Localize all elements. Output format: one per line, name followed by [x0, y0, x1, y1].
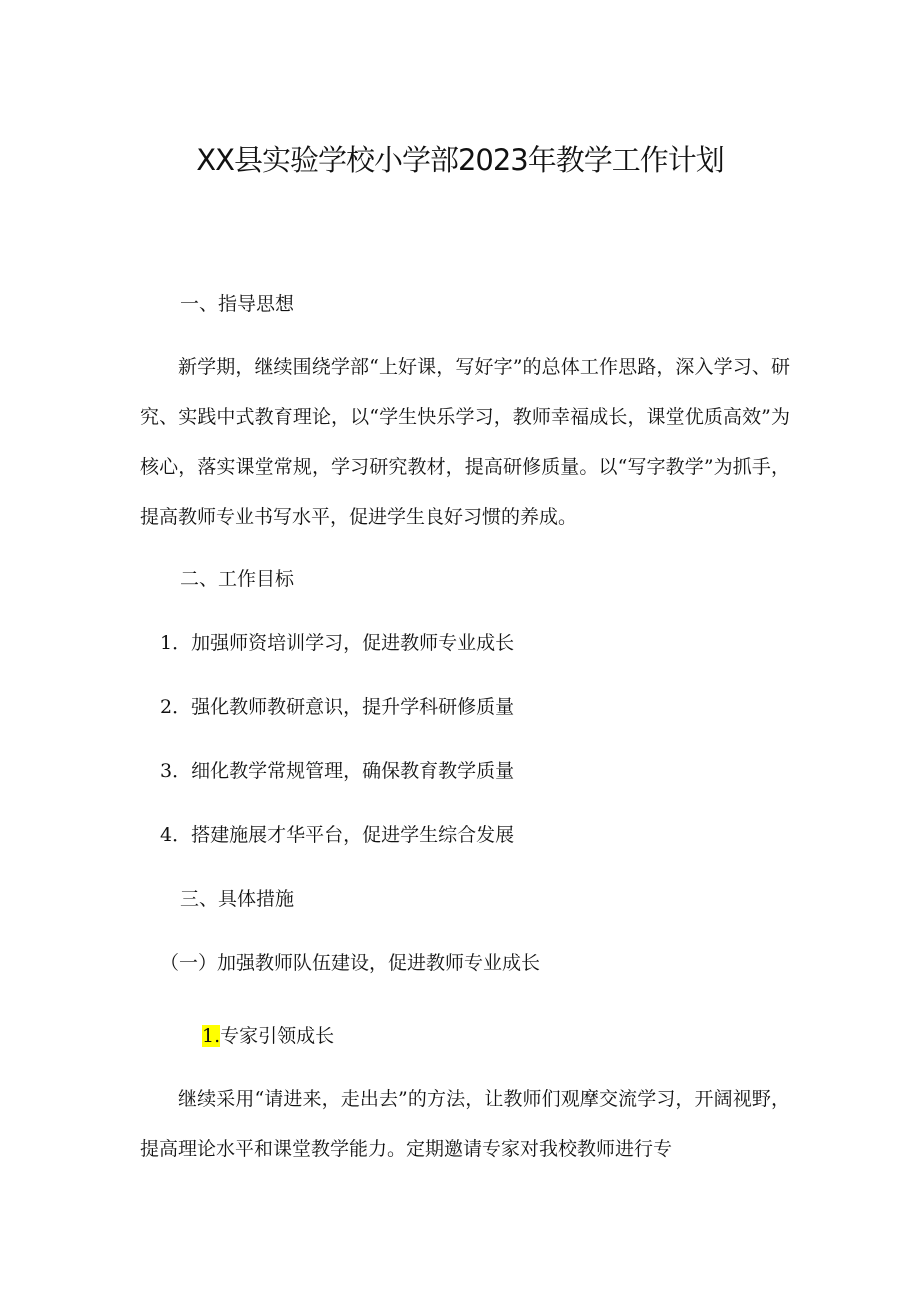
expert-guidance-paragraph: 继续采用“请进来，走出去”的方法，让教师们观摩交流学习，开阔视野，提高理论水平和课堂教学能力。定期邀请专家对我校教师进行专 [140, 1088, 790, 1160]
subsection-heading: （一）加强教师队伍建设，促进教师专业成长 [160, 952, 541, 974]
goal-number: 4 [160, 824, 173, 846]
goal-text: ．细化教学常规管理，确保教育教学质量 [172, 760, 515, 782]
item-title: 专家引领成长 [220, 1025, 335, 1047]
goal-item [160, 756, 514, 786]
item-heading [202, 1021, 334, 1051]
goal-text: ．强化教师教研意识，提升学科研修质量 [172, 696, 515, 718]
goal-item [160, 628, 514, 658]
goal-item [160, 692, 514, 722]
section-heading-work-goals: 二、工作目标 [180, 568, 295, 590]
goal-number: 3 [160, 760, 173, 782]
goal-number: 1 [160, 632, 173, 654]
goal-item [160, 820, 514, 850]
highlighted-item-number: 1. [202, 1025, 221, 1047]
document-title: XX县实验学校小学部2023年教学工作计划 [196, 143, 724, 177]
goal-text: ．搭建施展才华平台，促进学生综合发展 [172, 824, 515, 846]
section-heading-specific-measures: 三、具体措施 [180, 888, 295, 910]
guiding-ideology-paragraph: 新学期，继续围绕学部“上好课，写好字”的总体工作思路，深入学习、研究、实践中式教育理论，以“学生快乐学习，教师幸福成长，课堂优质高效”为核心，落实课堂常规，学习研究教材，提高研修质量。以“写字教学”为抓手，提高教师专业书写水平，促进学生良好习惯的养成。 [140, 356, 790, 528]
goal-number: 2 [160, 696, 173, 718]
section-heading-guiding-ideology: 一、指导思想 [180, 293, 295, 315]
goal-text: ．加强师资培训学习，促进教师专业成长 [172, 632, 515, 654]
